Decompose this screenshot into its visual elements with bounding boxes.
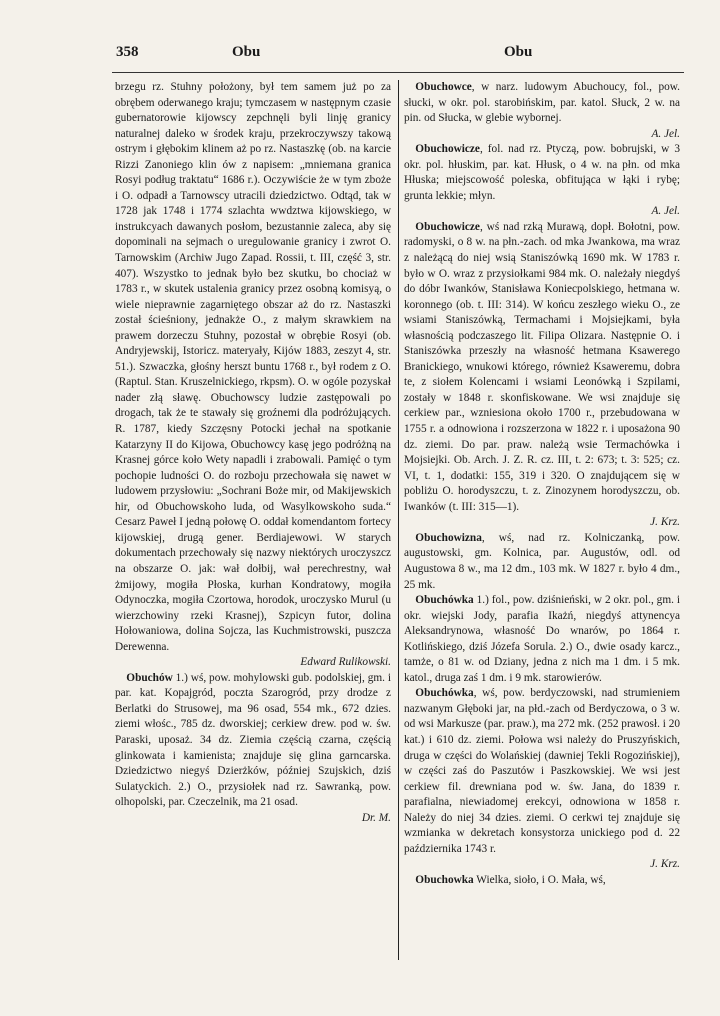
entry-obuchow	[115, 671, 391, 826]
entry-headword: Obuchów	[126, 671, 173, 684]
entry-text: , wś, nad rz. Kolniczanką, pow. augustowski, gm. Kolnica, par. Augustów, odl. od Augustowa 8 w., ma 12 dm., 103 mk. W 1827 r. było 4 dm., 25 mk.	[404, 531, 680, 591]
entry-signature: J. Krz.	[650, 858, 680, 871]
entry-signature: A. Jel.	[651, 205, 680, 218]
entry-headword: Obuchowce	[415, 81, 472, 93]
entry-text: , w narz. ludowym Abuchoucy, fol., pow. słucki, w okr. pol. starobińskim, par. katol. Słuck, 2 w. na pin. od Słucka, w glebie wybornej.	[404, 81, 680, 125]
entry-signature: Edward Rulikowski.	[300, 656, 391, 669]
entry-text: , fol. nad rz. Ptyczą, pow. bobrujski, w 3 okr. pol. hłuskim, par. kat. Hłusk, o 4 w. na płn. od mka Hłuska; miejscowość poleska, obfitująca w łąki i rybę; grunta lekkie; młyn.	[404, 143, 680, 202]
entry-obuchowicze-2	[404, 220, 680, 531]
running-head-right: Obu	[504, 44, 533, 60]
entry-text: 1.) wś, pow. mohylowski gub. podolskiej, gm. i par. kat. Kopajgród, poczta Szarogród, przy drodze z Berlatki do Strusowej, ma 96 osad, 554 mk., 672 dzies. ziemi włośc., 785 dz. dworskiej; cerkiew drew. pod w. św. Paraski, uposaż. 34 dz. Ziemia częścią czarna, częścią glinkowata i kamienista; znajduje się glina garncarska. Dziedzictwo niegyś Dzierżków, później Szujskich, dziś Sulatyckich. 2.) O., przysiołek nad rz. Sawranką, pow. olhopolski, par. Czeczelnik, ma 21 osad.	[115, 671, 391, 809]
entry-obuchowce	[404, 80, 680, 142]
entry-headword: Obuchówka	[415, 687, 474, 700]
entry-headword: Obuchowka	[415, 873, 474, 886]
entry-obuchowka-3	[404, 873, 680, 889]
entry-text: , wś, pow. berdyczowski, nad strumieniem nazwanym Głęboki jar, na płd.-zach od Berdyczowa, o 3 w. od wsi Markusze (par. praw.), ma 272 mk. (252 prawosł. i 20 kat.) i 610 dz. ziemi. Połowa wsi należy do Pruszyńskich, druga w części do Wolańskiej (dawniej Tekli Rogozińskiej), w części zaś do Paszutów i Paszkowskiej. We wsi jest cerkiew fil. drewniana pod w. św. Jana, do 1839 r. parafialna, niewiadomej erekcyi, odnowiona w 1858 r. Należy do niej 34 dzies. ziemi. O cerkwi tej znajduje się wzmianka w dekretach konsystorza unickiego pod d. 22 października 1743 r.	[404, 687, 680, 855]
entry-headword: Obuchowizna	[415, 531, 482, 544]
entry-text: 1.) fol., pow. dziśnieński, w 2 okr. pol., gm. i okr. wiejski Jody, parafia Ikażń, niegdyś attynencya Aleksandrynowa, własność Do wnarów, po 1864 r. Kotlińskiego, dziś Józefa Sorula. 2.) O., dwie osady karcz., tamże, o 81 w. od Dziany, jedna z nich ma 1 dm. i 5 mk. katol., druga zaś 1 dm. i 9 mk. starowierów.	[404, 594, 680, 684]
entry-obuchowicze-1	[404, 142, 680, 220]
entry-obuchowka-2	[404, 686, 680, 873]
entry-headword: Obuchówka	[415, 594, 474, 607]
entry-text: , wś nad rzką Murawą, dopł. Bołotni, pow. radomyski, o 8 w. na płn.-zach. od mka Jwankowa, ma wraz z należącą do niej wsią Staniszówką 1690 mk. W 1783 r. było w O. wraz z przysiołkami 984 mk. O. należały niegdyś do dóbr Iwanków, Stanisława Koniecpolskiego, hetmana w. koronnego (ob. t. III: 314). W końcu zeszłego wieku O., ze wsiami Staniszówką, Termachami i Mojsiejkami, była własnością podczaszego lit. Filipa Olizara. Następnie O. i Staniszówka przeszły na własność hetmana Ksawerego Branickiego, wnukowi którego, również Ksaweremu, dobra te, z siołem Kolencami i wsiami Leonówką i Szpilami, zostały w 1848 r. skonfiskowane. We wsi znajduje się cerkiew par., wzniesiona około 1700 r., przebudowana w 1755 r. a odnowiona i rozszerzona w 1822 r. i uposażona 90 dz. ziemi. Do par. praw. należą wsie Termachówka i Mojsiejki. Ob. Arch. J. Z. R. cz. III, t. 2: 673; t. 3: 525; cz. VI, t. 1, dodatki: 155, 319 i 320. O znajdującem się w pobliżu O. horodyszczu, t. z. Zinozynem horodyszczu, ob. Iwanków (t. III: 315—1).	[404, 220, 680, 513]
entry-text: Wielka, sioło, i O. Mała, wś,	[473, 873, 606, 886]
running-head-left: Obu	[232, 44, 261, 60]
header-rule	[112, 72, 684, 73]
entry-signature: J. Krz.	[650, 516, 680, 529]
column-divider	[398, 80, 399, 960]
entry-obuchowizna	[404, 531, 680, 593]
entry-obuchowka-1	[404, 593, 680, 686]
entry-text: brzegu rz. Stuhny położony, był tem samem już po za obrębem oderwanego kraju; tymczasem w następnym czasie gubernatorowie kijowscy zepchnęli byli linję granicy naturalnej daleko w środek kraju, przekroczywszy takową ostrym i głębokim klinem aż po rz. Nastaszkę (ob. na karcie Rizzi Zanoniego klin ów z napisem: „mniemana granica Rosyi podług traktatu“ 1686 r.). Oczywiście że w tym zboże i O. odpadł a Tarnowscy utracili dziedzictwo. Odtąd, tak w 1728 jak 1748 i 1774 szlachta wwdztwa kijowskiego, w instrukcyach dawanych posłom, bezustannie zaleca, aby się dopominali na sejmach o uregulowanie granicy i zwrot O. Tarnowskim (Archiw Jugo Zapad. Rossii, t. III, część 3, str. 407). Wszystko to jednak było bez skutku, bo chociaż w 1783 r., w skutek ustalenia granicy przez osobną komisyą, o wiele nieprawnie zagarniętego obszar aż do rz. Nastaszki został ścieśniony, jednakże O., z małym skrawkiem na prawem dorzeczu Stuhny, pozostał w obrębie Rosyi (ob. Andryjewskij, Istoricz. materyały, Kijów 1883, zeszyt 4, str. 51.). Szwaczka, głośny herszt buntu 1768 r., był rodem z O. (Raptul. Stan. Kruszelnickiego, rkpsm). O. w ogóle pozyskał nader złą sławę. Obuchowscy ludzie zastępowali po drogach, tak że te stawały się groźnemi dla podróżujących. R. 1787, kiedy Szczęsny Potocki jechał na spotkanie Katarzyny II do Kijowa, Obuchowcy kasę jego podróżną na Krasnej górce koło Wety napadli i zrabowali. Pamięć o tym pochopie ludności O. do rozboju przechowała się nawet w ludowem przysłowiu: „Sochrani Boże mir, od Makijewskich hir, od Obuchowskoho luda, od Wasylkowskoho suda.“ Cesarz Paweł I jedną połowę O. oddał komendantom fortecy kijowskiej, drugą gener. Berdiajewowi. W starych dokumentach przechowały się nazwy niektórych uroczyszcz na obszarze O. jak: wał dołbij, wał perechrestny, wał żmijowy, mogiła Płoska, kurhan Kondratowy, mogiła Odynoczka, mogiła Czortowa, horodok, uroczysko Murul (u wierzchowiny rzeki Krasnej), Szpicyn futor, dolina Hołowaniowa, dolina Sojcza, las Kuchmistrowski, puszcza Derewenna.	[115, 81, 391, 653]
left-column	[115, 80, 391, 826]
entry-headword: Obuchowicze	[415, 143, 480, 156]
entry-continuation	[115, 80, 391, 671]
page-header	[0, 44, 720, 66]
entry-signature: Dr. M.	[361, 811, 391, 824]
entry-signature: A. Jel.	[651, 127, 680, 140]
entry-headword: Obuchowicze	[415, 220, 480, 233]
page-number: 358	[116, 44, 139, 60]
right-column	[404, 80, 680, 888]
